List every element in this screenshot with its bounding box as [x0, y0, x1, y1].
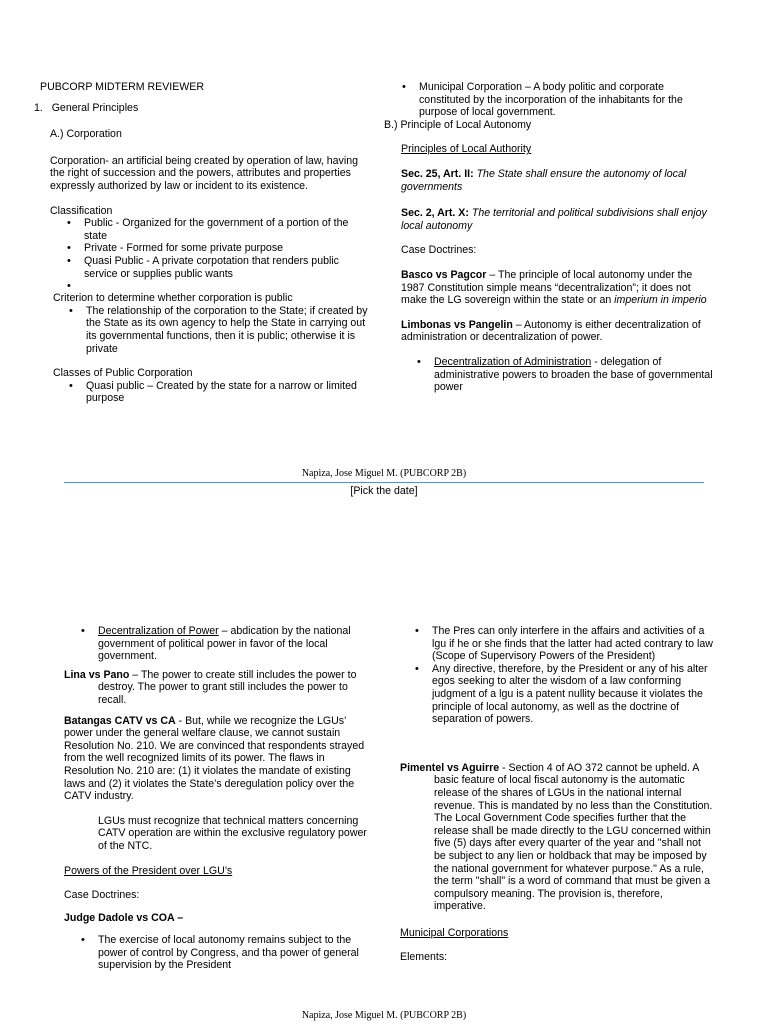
document-title: PUBCORP MIDTERM REVIEWER	[40, 81, 205, 93]
subsection-corporation: A.) Corporation	[50, 128, 122, 141]
list-item: • Any directive, therefore, by the President or any of his alter egos seeking to alter the wisdom of a law conforming judgment of a lgu is a patent nullity because it violates the principle of local autonomy, as well as the doctrine of separation of powers.	[412, 663, 714, 726]
batangas-paragraph	[64, 715, 370, 803]
decentralization-power-text: – abdication by the national government of political power in favor of the local government.	[98, 625, 351, 663]
sec2-text: The territorial and political subdivisions shall enjoy local autonomy	[401, 207, 707, 232]
subsection-local-autonomy: B.) Principle of Local Autonomy	[384, 118, 532, 131]
page1-right-column	[384, 81, 714, 394]
list-item	[414, 356, 714, 394]
section-general-principles	[34, 102, 370, 115]
page2-footer-name: Napiza, Jose Miguel M. (PUBCORP 2B)	[301, 1010, 467, 1021]
dadole-list	[64, 934, 370, 972]
batangas-label: Batangas CATV vs CA	[64, 714, 176, 727]
classification-label: Classification	[50, 204, 113, 217]
decentralization-power-label: Decentralization of Power	[98, 625, 219, 637]
list-item: • Public - Organized for the government of a portion of the state	[64, 217, 370, 242]
sec2-label: Sec. 2, Art. X:	[401, 207, 469, 220]
section-label: General Principles	[51, 101, 139, 114]
document-page-1	[0, 0, 768, 500]
lina-text: – The power to create still includes the power to destroy. The power to grant still includes the power to recall.	[98, 668, 357, 706]
basco-italic: imperium in imperio	[614, 294, 707, 307]
decentralization-power-list	[64, 625, 370, 663]
dadole-label: Judge Dadole vs COA –	[64, 911, 184, 924]
lina-label: Lina vs Pano	[64, 668, 130, 681]
list-item: • Quasi Public - A private corpotation that renders public service or supplies public wants	[64, 255, 370, 280]
criterion-label: Criterion to determine whether corporation is public	[53, 292, 293, 305]
classes-list	[34, 380, 370, 405]
page2-right-column	[400, 625, 714, 964]
list-item: • The relationship of the corporation to the State; if created by the State as its own agency to help the State in carrying out its governmental functions, then it is public; otherwise it is private	[66, 305, 370, 355]
case-doctrines-label: Case Doctrines:	[64, 889, 140, 902]
classification-list	[34, 217, 370, 292]
pimentel-label: Pimentel vs Aguirre	[400, 761, 500, 774]
limbonas-text: – Autonomy is either decentralization of administration or decentralization of power.	[401, 318, 701, 344]
list-item: • Municipal Corporation – A body politic and corporate constituted by the incorporation of the inhabitants for the purpose of local government.	[399, 81, 714, 119]
list-item	[64, 280, 370, 292]
municipal-list	[384, 81, 714, 119]
basco-paragraph	[384, 269, 714, 307]
list-item: • Private - Formed for some private purpose	[64, 242, 370, 255]
list-item: • The Pres can only interfere in the affairs and activities of a lgu if he or she finds that the latter had acted contrary to law (Scope of Supervisory Powers of the President)	[412, 625, 714, 663]
sec25-text: The State shall ensure the autonomy of local governments	[401, 167, 687, 193]
sec25-label: Sec. 25, Art. II:	[401, 167, 474, 180]
list-item	[78, 625, 370, 663]
pimentel-paragraph	[400, 762, 714, 913]
page1-footer-name: Napiza, Jose Miguel M. (PUBCORP 2B)	[301, 468, 467, 479]
limbonas-label: Limbonas vs Pangelin	[401, 318, 513, 331]
list-item: • Quasi public – Created by the state for a narrow or limited purpose	[66, 380, 370, 405]
municipal-corporations-heading: Municipal Corporations	[400, 926, 509, 939]
sec25-paragraph	[384, 168, 714, 193]
lina-paragraph	[64, 669, 370, 707]
classes-label: Classes of Public Corporation	[53, 367, 193, 380]
sec2-paragraph	[384, 207, 714, 232]
decentralization-admin-list	[384, 356, 714, 394]
page2-left-column	[64, 625, 370, 972]
limbonas-paragraph	[384, 319, 714, 344]
page1-footer-date: [Pick the date]	[350, 485, 418, 497]
section-number: 1.	[34, 101, 43, 114]
decentralization-admin-label: Decentralization of Administration	[434, 355, 592, 368]
page1-left-column	[34, 81, 370, 405]
principles-heading: Principles of Local Authority	[401, 143, 532, 156]
president-powers-list	[400, 625, 714, 726]
pimentel-text: - Section 4 of AO 372 cannot be upheld. A basic feature of local fiscal autonomy is the automatic release of the shares of LGUs in the national internal revenue. This is mandated by no less than the Constitution. The Local Government Code specifies further that the release shall be made directly to the LGU concerned within five (5) days after every quarter of the year and "shall not be subject to any lien or holdback that may be imposed by the national government for whatever purpose." As a rule, the term "shall" is a word of command that must be given a compulsory meaning. The provision is, therefore, imperative.	[434, 761, 713, 913]
criterion-list	[34, 305, 370, 355]
lgus-paragraph: LGUs must recognize that technical matters concerning CATV operation are within the exclusive regulatory power of the NTC.	[98, 814, 367, 852]
case-doctrines-label: Case Doctrines:	[401, 244, 477, 257]
corporation-definition: Corporation- an artificial being created by operation of law, having the right of succession and the powers, attributes and properties expressly authorized by law or incident to its existence.	[50, 154, 358, 192]
elements-label: Elements:	[400, 951, 448, 964]
basco-text: – The principle of local autonomy under the 1987 Constitution simple means “decentralization”; it does not make the LG sovereign within the state or an	[401, 268, 693, 307]
page1-footer-rule	[64, 482, 704, 483]
decentralization-admin-text: - delegation of administrative powers to broaden the base of governmental power	[434, 355, 713, 394]
batangas-text: - But, while we recognize the LGUs’ power under the general welfare clause, we cannot sustain Resolution No. 210. We are convinced that respondents strayed from the well recognized limits of its power. The flaws in Resolution No. 210 are: (1) it violates the mandate of existing laws and (2) it violates the State’s deregulation policy over the CATV industry.	[64, 714, 365, 803]
powers-heading: Powers of the President over LGU’s	[64, 864, 233, 877]
basco-label: Basco vs Pagcor	[401, 268, 487, 281]
list-item: • The exercise of local autonomy remains subject to the power of control by Congress, and tha power of general supervision by the President	[78, 934, 370, 972]
